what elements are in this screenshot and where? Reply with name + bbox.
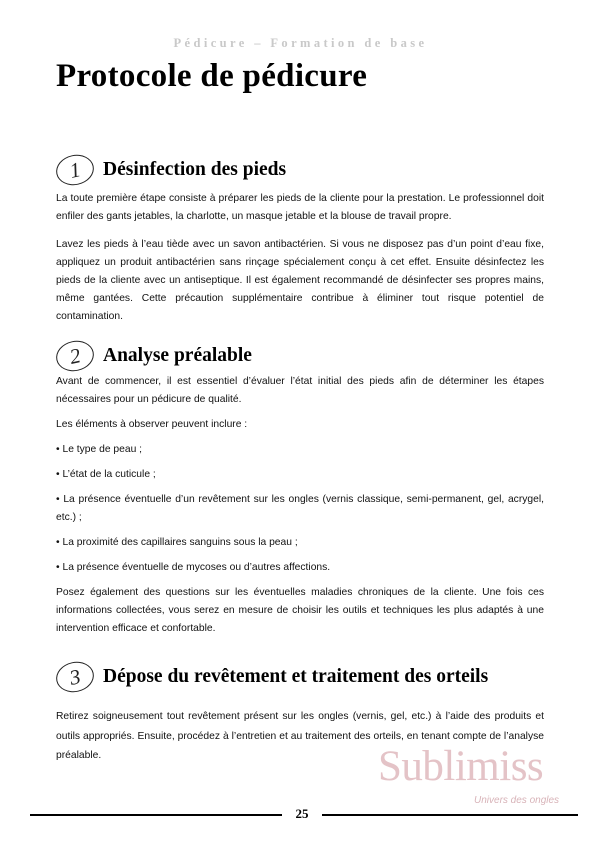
section-3-heading [56,662,488,692]
section-3-title: Dépose du revêtement et traitement des orteils [103,666,489,687]
page-number: 25 [295,806,309,821]
section-1-heading [56,155,286,185]
footer-rule-left [30,814,282,816]
list-item: • Le type de peau ; [56,444,143,455]
running-head: Pédicure – Formation de base [173,36,428,50]
watermark-tagline: Univers des ongles [474,795,560,806]
footer-rule-right [322,814,578,816]
list-item: • La proximité des capillaires sanguins sous la peau ; [56,537,298,548]
section-2-title: Analyse préalable [103,345,252,366]
page-title: Protocole de pédicure [56,58,368,94]
paragraph: Avant de commencer, il est essentiel d’évaluer l’état initial des pieds afin de déterminer les étapes nécessaires pour un pédicure de qualité. [56,376,544,405]
section-1-body [56,190,544,336]
section-3-number-badge: 3 [53,658,96,695]
section-1-title: Désinfection des pieds [103,159,287,180]
paragraph: Les éléments à observer peuvent inclure : [56,419,248,430]
paragraph: La toute première étape consiste à préparer les pieds de la cliente pour la prestation. Le professionnel doit enfiler des gants jetables, la charlotte, un masque jetable et la blouse de travail propre. [56,193,544,222]
watermark-brand: Sublimiss [378,743,544,790]
section-1-number-badge: 1 [53,151,96,188]
section-2-body [56,373,544,645]
list-item: • La présence éventuelle de mycoses ou d’autres affections. [56,562,331,573]
list-item: • L’état de la cuticule ; [56,469,156,480]
list-item: • La présence éventuelle d’un revêtement sur les ongles (vernis classique, semi-permanent, gel, acrygel, etc.) ; [56,494,544,523]
section-2-heading [56,341,252,371]
paragraph: Posez également des questions sur les éventuelles maladies chroniques de la cliente. Une fois ces informations collectées, vous serez en mesure de choisir les outils et techniques les plus adaptés à une intervention efficace et confortable. [56,587,544,634]
paragraph: Retirez soigneusement tout revêtement présent sur les ongles (vernis, gel, etc.) à l’aide des produits et outils appropriés. Ensuite, procédez à l’entretien et au traitement des orteils, en tenant compte de l’analyse préalable. [56,711,544,761]
paragraph: Lavez les pieds à l’eau tiède avec un savon antibactérien. Si vous ne disposez pas d’un point d’eau fixe, appliquez un produit antibactérien sans rinçage spécialement conçu à cet effet. Ensuite désinfectez les pieds de la cliente avec un antiseptique. Il est également recommandé de désinfecter ses propres mains, même gantées. Cette précaution supplémentaire contribue à éliminer tout risque potentiel de contamination. [56,239,544,322]
brand-watermark [378,743,568,806]
section-2-number-badge: 2 [53,337,96,374]
